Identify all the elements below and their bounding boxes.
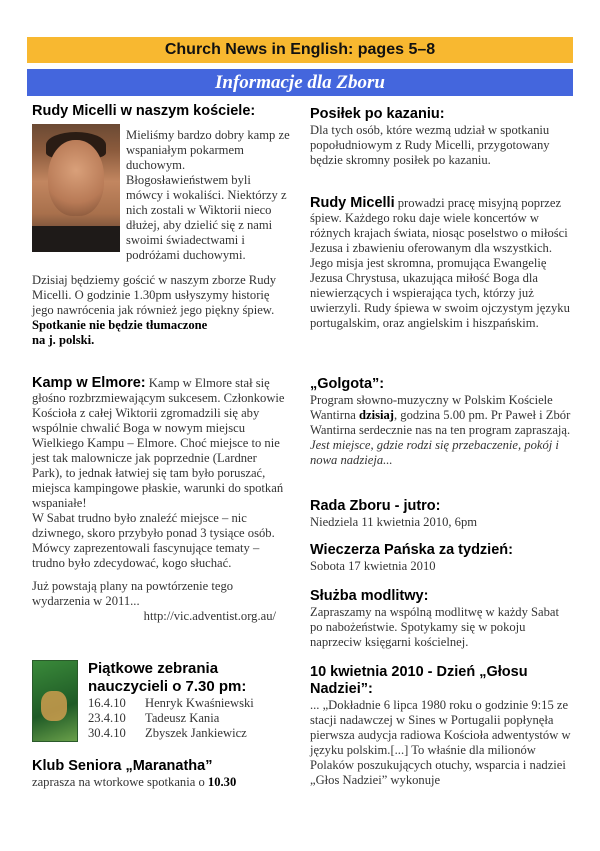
piatkowe-heading: Piątkowe zebrania nauczycieli o 7.30 pm: [88, 660, 247, 695]
klub-text: zaprasza na wtorkowe spotkania o [32, 775, 208, 789]
golgota-text-2: , godzina 5.00 pm. Pr Paweł i Zbór Wantirna serdecznie nas na ten program zapraszają. [310, 408, 571, 437]
rudy-heading: Rudy Micelli w naszym kościele: [32, 103, 256, 119]
wieczerza-heading: Wieczerza Pańska za tydzień: [310, 542, 513, 558]
wieczerza-section [310, 542, 572, 574]
klub-heading: Klub Seniora „Maranatha” [32, 758, 213, 774]
golgota-quote: Jest miejsce, gdzie rodzi się przebaczenie, pokój i nowa nadzieja... [310, 438, 559, 467]
kamp-section [32, 376, 290, 624]
rudy-section [32, 103, 290, 348]
golgota-today: dzisiaj [359, 408, 394, 422]
rada-section [310, 498, 572, 530]
rudy-not-translated-2: na j. polski. [32, 333, 95, 347]
rudy-mission-heading: Rudy Micelli [310, 195, 395, 211]
rudy-mission-text: prowadzi pracę misyjną poprzez śpiew. Każdego roku daje wiele koncertów w różnych krajach świata, niosąc poselstwo o miłości Jezusa i zbawieniu oferowanym dla wszystkich. Jego misja jest skromna, promująca Ewangelię Jezusa Chrystusa, ukazująca miłość Boga dla niewierzących i wspierająca tych, którzy już uwierzyli. Rudy śpiewa w swoim ojczystym języku portugalskim, oraz angielskim i hiszpańskim. [310, 196, 570, 330]
golgota-section [310, 376, 572, 468]
church-news-banner [27, 37, 573, 63]
teacher-date: 23.4.10 [88, 711, 126, 725]
posilek-text: Dla tych osób, które wezmą udział w spotkaniu popołudniowym z Rudy Micelli, przygotowany będzie skromny posiłek po kazaniu. [310, 123, 550, 167]
teacher-row [88, 726, 290, 741]
rada-heading: Rada Zboru - jutro: [310, 498, 441, 514]
klub-time: 10.30 [207, 775, 237, 789]
posilek-section [310, 106, 572, 168]
kamp-url[interactable]: http://vic.adventist.org.au/ [143, 609, 276, 623]
kamp-paragraph-3: Mówcy zaprezentowali fascynujące tematy – trudno było zdecydować, kogo słuchać. [32, 541, 260, 570]
rudy-paragraph-2: Dzisiaj będziemy gościć w naszym zborze Rudy Micelli. O godzinie 1.30pm usłyszymy historię jego nawrócenia jak również jego piękny śpiew. [32, 273, 277, 317]
piatkowe-section [32, 658, 290, 742]
rada-text: Niedziela 11 kwietnia 2010, 6pm [310, 515, 478, 529]
book-cover-image [32, 660, 78, 742]
teacher-date: 30.4.10 [88, 726, 126, 740]
rudy-paragraph-1: Mieliśmy bardzo dobry kamp ze wspaniałym pokarmem duchowym. Błogosławieństwem byli mówcy i wokaliści. Niektórzy z nich zostali w Wiktorii nieco dłużej, aby dzielić się z nami swoimi świadectwami i podróżami duchowymi. [126, 128, 290, 262]
rudy-mission-section [310, 196, 572, 331]
teacher-name: Zbyszek Jankiewicz [145, 726, 247, 740]
golgota-heading: „Golgota”: [310, 376, 385, 392]
posilek-heading: Posiłek po kazaniu: [310, 106, 445, 122]
teacher-date: 16.4.10 [88, 696, 126, 710]
wieczerza-text: Sobota 17 kwietnia 2010 [310, 559, 436, 573]
teacher-name: Henryk Kwaśniewski [145, 696, 254, 710]
church-news-text: Church News in English: pages 5–8 [164, 41, 436, 58]
glos-heading: 10 kwietnia 2010 - Dzień „Głosu Nadziei”: [310, 664, 528, 697]
golgota-text-1: Program słowno-muzyczny w Polskim Kościele Wantirna [310, 393, 553, 422]
rudy-photo [32, 124, 120, 252]
kamp-heading: Kamp w Elmore: [32, 375, 146, 391]
kamp-paragraph-4: Już powstają plany na powtórzenie tego wydarzenia w 2011... [32, 579, 234, 608]
teacher-row [88, 696, 290, 711]
klub-section [32, 758, 290, 790]
sluzba-heading: Służba modlitwy: [310, 588, 429, 604]
sluzba-section [310, 588, 572, 650]
rudy-not-translated-1: Spotkanie nie będzie tłumaczone [32, 318, 208, 332]
teacher-row [88, 711, 290, 726]
kamp-paragraph-2: W Sabat trudno było znaleźć miejsce – nic dziwnego, skoro przybyło ponad 3 tysiące osób. [32, 511, 275, 540]
teacher-name: Tadeusz Kania [145, 711, 220, 725]
informacje-title: Informacje dla Zboru [215, 71, 385, 93]
informacje-banner [27, 69, 573, 96]
kamp-paragraph-1: Kamp w Elmore stał się głośno rozbrzmiewającym sukcesem. Członkowie Kościoła z całej Wiktorii zgromadzili się aby wspólnie chwalić Boga w nowym miejscu Wielkiego Kampu – Elmore. Choć miejsce to nie jest tak malownicze jak poprzednie (Lardner Park), to jednak łatwiej się tam było poruszać, miejsca kampingowe płaskie, warunki do spotkań wspaniałe! [32, 376, 285, 510]
sluzba-text: Zapraszamy na wspólną modlitwę w każdy Sabat po nabożeństwie. Spotykamy się w pokoju naprzeciw księgarni kościelnej. [310, 605, 560, 649]
glos-text: ... „Dokładnie 6 lipca 1980 roku o godzinie 9:15 ze stacji nadawczej w Sines w Portugalii popłynęła pierwsza audycja radiowa Kościoła adwentystów w języku polskim.[...] To właśnie dla milionów Polaków poszukujących otuchy, wsparcia i nadziei „Głos Nadziei” wykonuje [310, 698, 571, 787]
glos-section [310, 664, 572, 788]
